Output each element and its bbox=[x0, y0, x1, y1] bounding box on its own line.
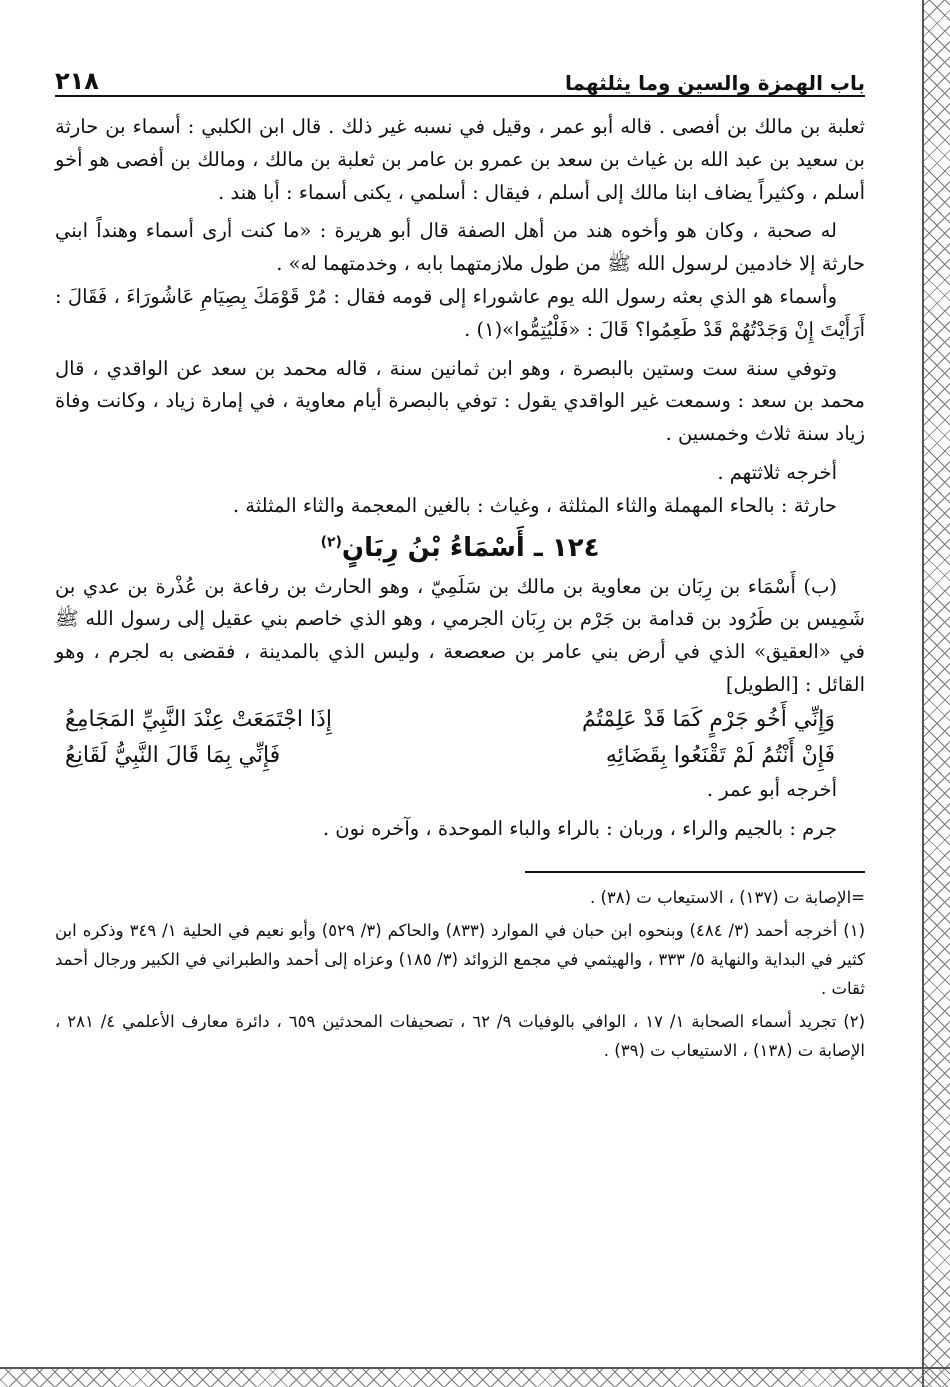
paragraph: ثعلبة بن مالك بن أفصى . قاله أبو عمر ، وقيل في نسبه غير ذلك . قال ابن الكلبي : أسماء بن حارثة بن سعيد بن عبد الله بن غياث بن سعد بن عمرو بن عامر بن ثعلبة بن مالك ، ومالك بن أفصى هو أخو أسلم ، وكثيراً يضاف ابنا مالك إلى أسلم ، فيقال : أسلمي ، يكنى أسماء : أبا هند . bbox=[55, 115, 865, 204]
entry-footnote-ref: (٢) bbox=[320, 533, 342, 550]
paragraph: أخرجه ثلاثتهم . bbox=[717, 460, 837, 484]
page-content bbox=[55, 55, 865, 1065]
paragraph: جرم : بالجيم والراء ، وربان : بالراء والباء الموحدة ، وآخره نون . bbox=[322, 816, 837, 840]
paragraph: حارثة : بالحاء المهملة والثاء المثلثة ، وغياث : بالغين المعجمة والثاء المثلثة . bbox=[232, 493, 837, 517]
paragraph: (ب) أَسْمَاء بن رِبَان بن معاوية بن مالك بن سَلَمِيّ ، وهو الحارث بن رفاعة بن عُذْرة بن عدي بن شَمِيس بن طَرُود بن قدامة بن جَرْم بن رِبَان الجرمي ، وهو الذي خاصم بني عقيل إلى رسول الله ﷺ في «العقيق» الذي في أرض بني عامر بن صعصعة ، وليس الذي بالمدينة ، فقضى به لجرم ، وهو القائل : [الطويل] bbox=[55, 574, 865, 696]
verse-hemistich: فَإِنِّي بِمَا قَالَ النَّبِيُّ لَقَانِعُ bbox=[65, 742, 281, 768]
paragraph: وتوفي سنة ست وستين بالبصرة ، وهو ابن ثمانين سنة ، قاله محمد بن سعد عن الواقدي ، قال محمد بن سعد : وسمعت غير الواقدي يقول : توفي بالبصرة أيام معاوية ، في إمارة زياد ، وكانت وفاة زياد سنة ثلاث وخمسين . bbox=[55, 356, 865, 446]
footnote-separator bbox=[525, 871, 865, 873]
footnote: =الإصابة ت (١٣٧) ، الاستيعاب ت (٣٨) . bbox=[589, 888, 865, 908]
decorative-border-right bbox=[922, 0, 950, 1387]
verse-hemistich: وَإِنِّي أَخُو جَرْمٍ كَمَا قَدْ عَلِمْتُمُ bbox=[582, 706, 835, 732]
footnote: (٢) تجريد أسماء الصحابة ١/ ١٧ ، الوافي بالوفيات ٩/ ٦٢ ، تصحيفات المحدثين ٦٥٩ ، دائرة معارف الأعلمي ٤/ ٢٨١ ، الإصابة ت (١٣٨) ، الاستيعاب ت (٣٩) . bbox=[55, 1012, 866, 1061]
verse-hemistich: فَإِنْ أَنْتُمُ لَمْ تَقْنَعُوا بِقَضَائِهِ bbox=[605, 742, 835, 768]
entry-title-text: ١٢٤ ـ أَسْمَاءُ بْنُ رِبَانٍ bbox=[341, 532, 600, 563]
paragraph: أخرجه أبو عمر . bbox=[706, 777, 837, 801]
verse-line bbox=[55, 702, 865, 738]
footnote: (١) أخرجه أحمد (٣/ ٤٨٤) وبنحوه ابن حبان في الموارد (٨٣٣) والحاكم (٣/ ٥٢٩) وأبو نعيم في الحلية ١/ ٣٤٩ وذكره ابن كثير في البداية والنهاية ٥/ ٣٣٣ ، والهيثمي في مجمع الزوائد (٣/ ١٨٥) وعزاه إلى أحمد والطبراني في الكبير ورجال أحمد ثقات . bbox=[55, 921, 865, 999]
paragraph: له صحبة ، وكان هو وأخوه هند من أهل الصفة قال أبو هريرة : «ما كنت أرى أسماء وهنداً ابني حارثة إلا خادمين لرسول الله ﷺ من طول ملازمتهما بابه ، وخدمتهما له» . bbox=[55, 219, 865, 276]
paragraph: وأسماء هو الذي بعثه رسول الله يوم عاشوراء إلى قومه فقال : مُرْ قَوْمَكَ بِصِيَامِ عَاشُورَاءَ ، فَقَالَ : أَرَأَيْتَ إِنْ وَجَدْتُهُمْ قَدْ طَعِمُوا؟ قَالَ : «فَلْيُتِمُّوا»(١) . bbox=[55, 284, 865, 341]
verse-hemistich: إِذَا اجْتَمَعَتْ عِنْدَ النَّبِيِّ المَجَامِعُ bbox=[65, 706, 332, 732]
page-number: ٢١٨ bbox=[55, 67, 99, 95]
running-title: باب الهمزة والسين وما يثلثهما bbox=[565, 71, 865, 95]
verse-line bbox=[55, 738, 865, 774]
entry-heading bbox=[55, 533, 865, 563]
decorative-border-bottom bbox=[0, 1367, 950, 1387]
page-header bbox=[55, 55, 865, 97]
